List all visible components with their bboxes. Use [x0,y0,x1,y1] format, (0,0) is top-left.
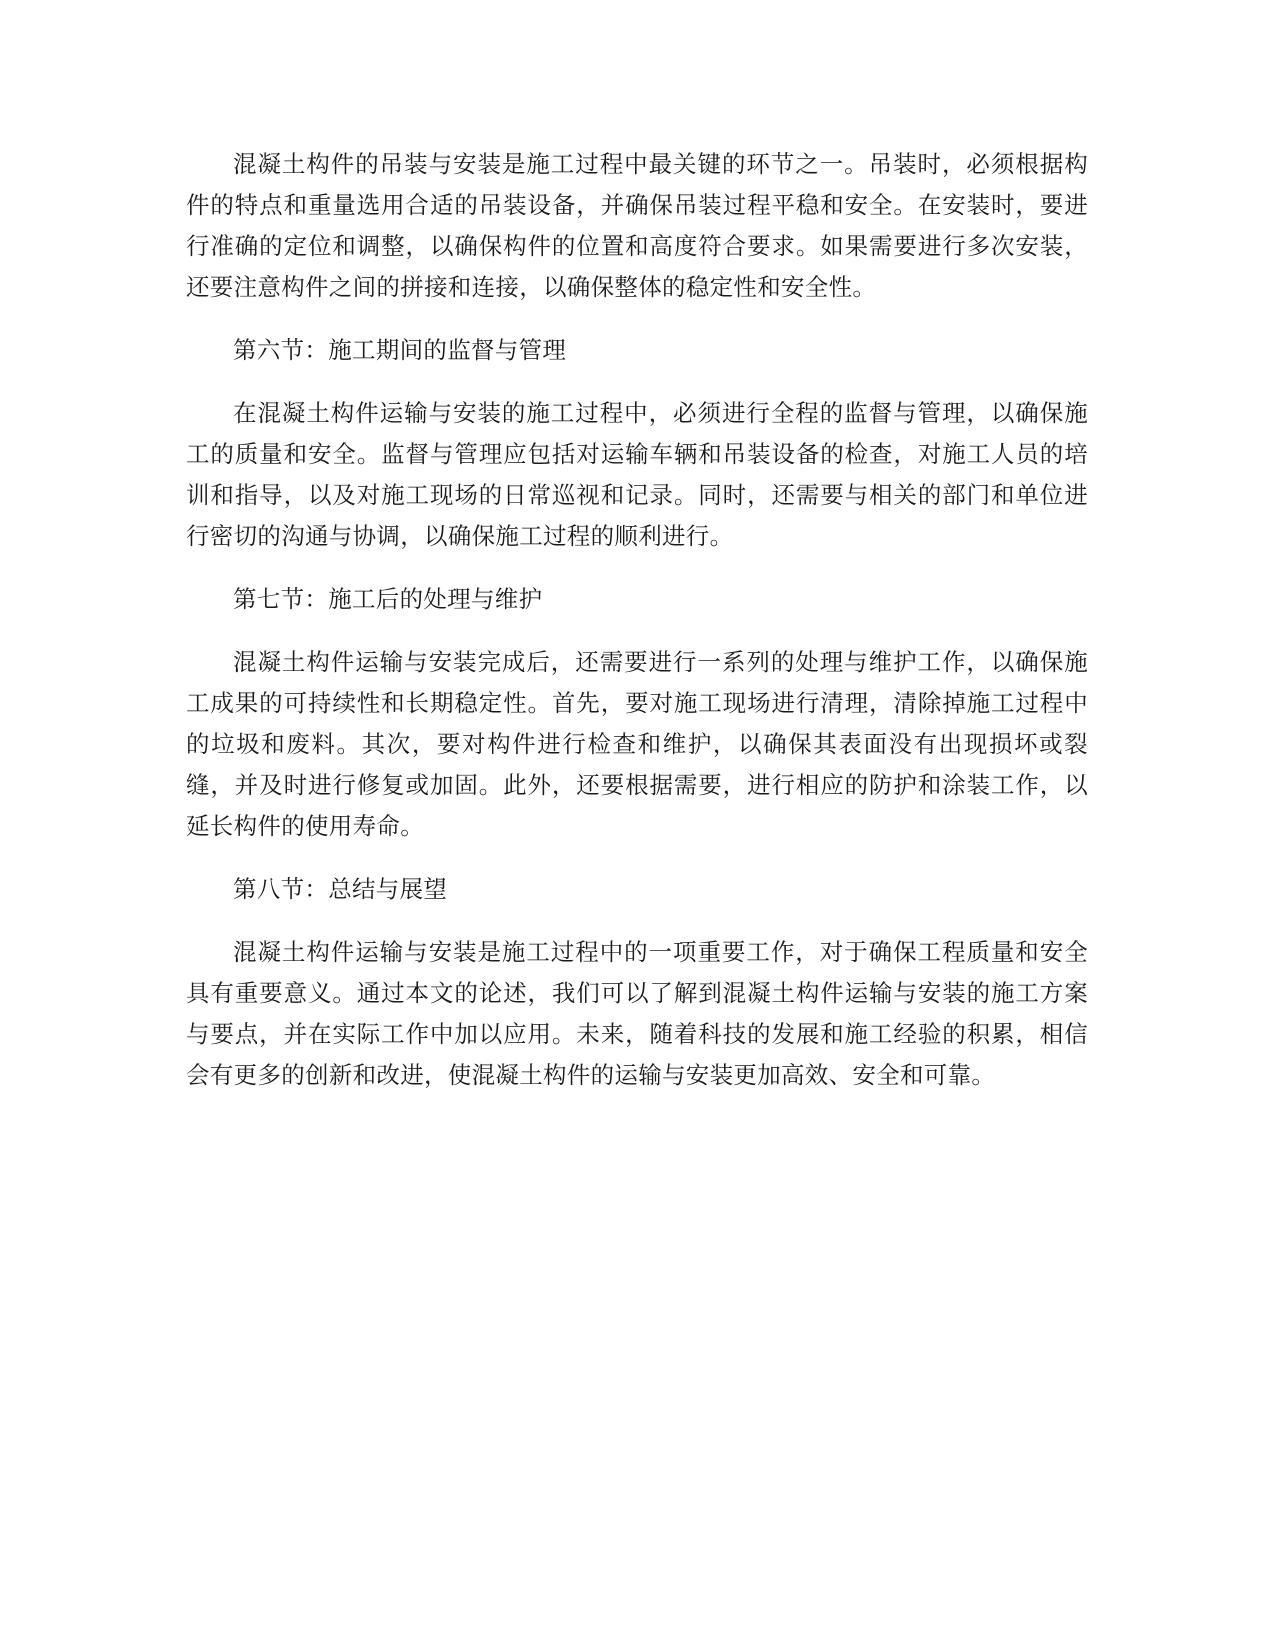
spacer [186,557,1088,579]
paragraph-lifting-installation: 混凝土构件的吊装与安装是施工过程中最关键的环节之一。吊装时，必须根据构件的特点和重量选用合适的吊装设备，并确保吊装过程平稳和安全。在安装时，要进行准确的定位和调整，以确保构件的位置和高度符合要求。如果需要进行多次安装，还要注意构件之间的拼接和连接，以确保整体的稳定性和安全性。 [186,150,1088,301]
paragraph-summary: 混凝土构件运输与安装是施工过程中的一项重要工作，对于确保工程质量和安全具有重要意义。通过本文的论述，我们可以了解到混凝土构件运输与安装的施工方案与要点，并在实际工作中加以应用。未来，随着科技的发展和施工经验的积累，相信会有更多的创新和改进，使混凝土构件的运输与安装更加高效、安全和可靠。 [186,938,1088,1089]
spacer [186,308,1088,330]
spacer [186,910,1088,932]
section-heading-6: 第六节：施工期间的监督与管理 [233,336,567,364]
spacer [186,847,1088,869]
spacer [186,371,1088,393]
paragraph-maintenance: 混凝土构件运输与安装完成后，还需要进行一系列的处理与维护工作，以确保施工成果的可持续性和长期稳定性。首先，要对施工现场进行清理，清除掉施工过程中的垃圾和废料。其次，要对构件进行检查和维护，以确保其表面没有出现损坏或裂缝，并及时进行修复或加固。此外，还要根据需要，进行相应的防护和涂装工作，以延长构件的使用寿命。 [186,648,1088,840]
section-heading-7: 第七节：施工后的处理与维护 [233,585,543,613]
paragraph-supervision: 在混凝土构件运输与安装的施工过程中，必须进行全程的监督与管理，以确保施工的质量和安全。监督与管理应包括对运输车辆和吊装设备的检查，对施工人员的培训和指导，以及对施工现场的日常巡视和记录。同时，还需要与相关的部门和单位进行密切的沟通与协调，以确保施工过程的顺利进行。 [186,399,1088,550]
document-page [186,144,1088,1096]
spacer [186,620,1088,642]
section-heading-8: 第八节：总结与展望 [233,875,448,903]
